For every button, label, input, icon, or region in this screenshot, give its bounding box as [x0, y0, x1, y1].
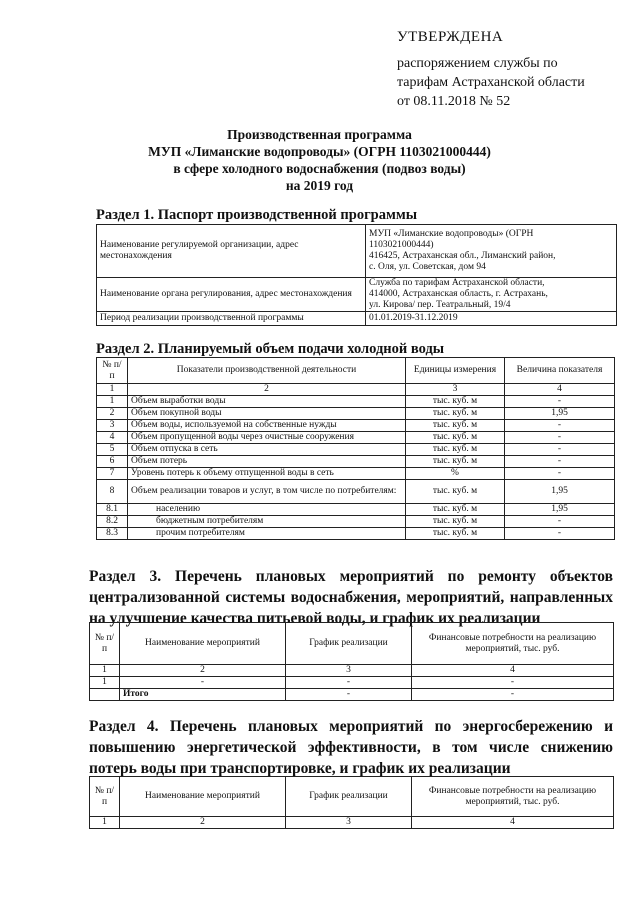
column-header: Финансовые потребности на реализацию мероприятий, тыс. руб.: [412, 623, 614, 665]
total-label: Итого: [120, 689, 286, 701]
section3-heading: Раздел 3. Перечень плановых мероприятий по ремонту объектов централизованной системы водоснабжения, мероприятий, направленных на улучшение качества питьевой воды, и график их реализации: [89, 568, 613, 627]
column-header: Наименование мероприятий: [120, 777, 286, 817]
column-header: График реализации: [286, 623, 412, 665]
passport-value: 01.01.2019-31.12.2019: [366, 312, 617, 326]
title-line: МУП «Лиманские водопроводы» (ОГРН 1103021000444): [148, 144, 491, 159]
table-numbering-row: 1 2 3 4: [97, 384, 615, 396]
passport-label: Наименование органа регулирования, адрес местонахождения: [97, 278, 366, 312]
section4-heading: Раздел 4. Перечень плановых мероприятий по энергосбережению и повышению энергетической эффективности, в том числе снижению потерь воды при транспортировке, и график их реализации: [89, 718, 613, 777]
table-row: 8.1 населению тыс. куб. м 1,95: [97, 504, 615, 516]
column-header: Финансовые потребности на реализацию мероприятий, тыс. руб.: [412, 777, 614, 817]
table-numbering-row: 1 2 3 4: [90, 817, 614, 829]
table-row: 2 Объем покупной воды тыс. куб. м 1,95: [97, 408, 615, 420]
passport-label: Период реализации производственной программы: [97, 312, 366, 326]
approval-line: от 08.11.2018 № 52: [397, 94, 511, 109]
approval-block: [397, 28, 629, 111]
table-header-row: [90, 777, 614, 817]
approval-heading: УТВЕРЖДЕНА: [397, 29, 504, 45]
column-header: Наименование мероприятий: [120, 623, 286, 665]
energy-measures-table: [89, 776, 614, 829]
table-row: 6 Объем потерь тыс. куб. м -: [97, 456, 615, 468]
volume-table: [96, 357, 615, 540]
column-header: Величина показателя: [505, 358, 615, 384]
title-line: в сфере холодного водоснабжения (подвоз воды): [173, 161, 466, 176]
passport-label: Наименование регулируемой организации, адрес местонахождения: [97, 225, 366, 278]
table-row: 5 Объем отпуска в сеть тыс. куб. м -: [97, 444, 615, 456]
table-row: 7 Уровень потерь к объему отпущенной воды в сеть % -: [97, 468, 615, 480]
section2-heading: Раздел 2. Планируемый объем подачи холодной воды: [96, 341, 445, 357]
table-row: 3 Объем воды, используемой на собственные нужды тыс. куб. м -: [97, 420, 615, 432]
column-header: Показатели производственной деятельности: [128, 358, 406, 384]
table-header-row: [90, 623, 614, 665]
table-numbering-row: 1 2 3 4: [90, 665, 614, 677]
passport-value: Служба по тарифам Астраханской области, 414000, Астраханская область, г. Астрахань, ул. Кирова/ пер. Театральный, 19/4: [366, 278, 617, 312]
table-row: 1 Объем выработки воды тыс. куб. м -: [97, 396, 615, 408]
column-header: № п/п: [90, 623, 120, 665]
title-line: на 2019 год: [285, 178, 354, 193]
column-header: № п/п: [90, 777, 120, 817]
column-header: Единицы измерения: [406, 358, 505, 384]
table-header-row: [97, 358, 615, 384]
passport-value: МУП «Лиманские водопроводы» (ОГРН 1103021000444) 416425, Астраханская обл., Лиманский район, с. Оля, ул. Советская, дом 94: [366, 225, 617, 278]
passport-table: [96, 224, 617, 326]
table-row: [97, 312, 617, 326]
table-row: 1 - - -: [90, 677, 614, 689]
table-row: 4 Объем пропущенной воды через очистные сооружения тыс. куб. м -: [97, 432, 615, 444]
table-row: 8.2 бюджетным потребителям тыс. куб. м -: [97, 516, 615, 528]
table-row: [97, 278, 617, 312]
section1-heading: Раздел 1. Паспорт производственной программы: [96, 207, 418, 223]
column-header: № п/п: [97, 358, 128, 384]
table-row: [97, 225, 617, 278]
approval-line: тарифам Астраханской области: [397, 75, 585, 90]
table-row: 8.3 прочим потребителям тыс. куб. м -: [97, 528, 615, 540]
table-row: 8 Объем реализации товаров и услуг, в том числе по потребителям: тыс. куб. м 1,95: [97, 480, 615, 504]
title-line: Производственная программа: [227, 127, 412, 142]
column-header: График реализации: [286, 777, 412, 817]
document-title: [0, 126, 639, 194]
repair-measures-table: [89, 622, 614, 701]
approval-line: распоряжением службы по: [397, 56, 558, 71]
table-total-row: Итого - -: [90, 689, 614, 701]
